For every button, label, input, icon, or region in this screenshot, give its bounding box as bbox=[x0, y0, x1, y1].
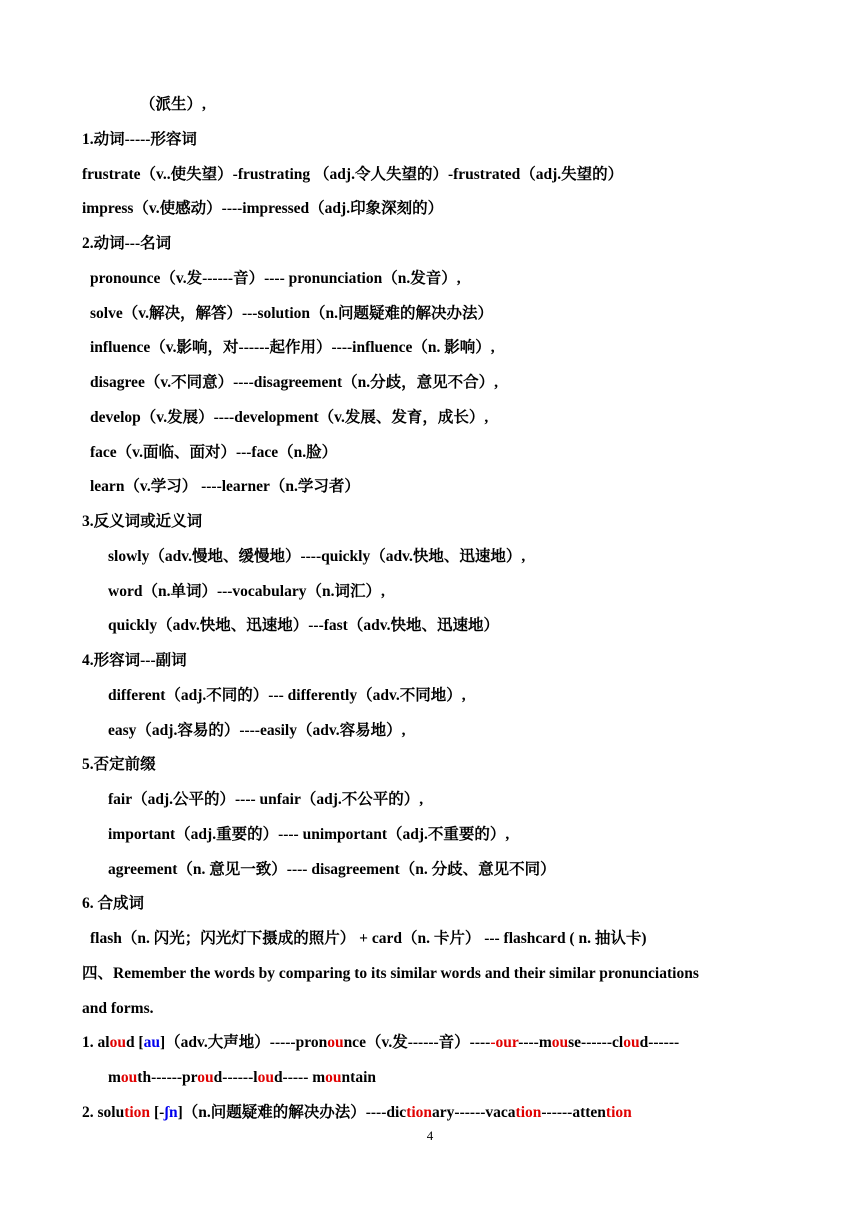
text-segment: agreement（n. 意见一致）---- disagreement（n. 分歧、意见不同） bbox=[108, 860, 556, 878]
text-segment: se------cl bbox=[568, 1034, 624, 1052]
highlighted-text: tion bbox=[124, 1103, 151, 1121]
text-segment: 4.形容词---副词 bbox=[82, 652, 187, 669]
text-segment: th------pr bbox=[137, 1069, 198, 1086]
text-line bbox=[0, 1030, 860, 1056]
highlighted-text: ou bbox=[109, 1034, 126, 1052]
highlighted-text: ʃn bbox=[164, 1103, 178, 1121]
text-segment: pronounce（v.发------音）---- pronunciation（n.发音）, bbox=[90, 269, 461, 287]
highlighted-text: ou bbox=[120, 1069, 138, 1086]
text-segment: important（adj.重要的）---- unimportant（adj.不重要的）, bbox=[108, 825, 510, 843]
text-segment: quickly（adv.快地、迅速地）---fast（adv.快地、迅速地） bbox=[108, 617, 499, 635]
text-segment: fair（adj.公平的）---- unfair（adj.不公平的）, bbox=[108, 791, 424, 808]
page-number: 4 bbox=[426, 1128, 434, 1143]
text-line bbox=[0, 579, 860, 605]
text-segment: ----m bbox=[518, 1034, 552, 1052]
highlighted-text: ou bbox=[551, 1034, 569, 1052]
text-segment: easy（adj.容易的）----easily（adv.容易地）, bbox=[108, 721, 406, 739]
text-segment: influence（v.影响，对------起作用）----influence（n. 影响）, bbox=[90, 339, 495, 357]
text-line bbox=[0, 440, 860, 466]
text-segment: solve（v.解决，解答）---solution（n.问题疑难的解决办法） bbox=[90, 304, 494, 322]
text-segment: 3.反义词或近义词 bbox=[82, 513, 203, 530]
highlighted-text: ou bbox=[257, 1069, 274, 1086]
text-line bbox=[0, 231, 860, 257]
text-line bbox=[0, 370, 860, 396]
text-line bbox=[0, 683, 860, 709]
text-segment: develop（v.发展）----development（v.发展、发育，成长）, bbox=[90, 408, 489, 426]
text-segment: m bbox=[108, 1069, 121, 1086]
text-line bbox=[0, 752, 860, 778]
highlighted-text: tion bbox=[605, 1103, 632, 1121]
text-line bbox=[0, 335, 860, 361]
text-segment: disagree（v.不同意）----disagreement（n.分歧，意见不合）, bbox=[90, 374, 498, 391]
text-segment: different（adj.不同的）--- differently（adv.不同地）, bbox=[108, 686, 466, 704]
text-segment: d----- m bbox=[273, 1069, 326, 1086]
text-segment: nce（v.发------音）---- bbox=[343, 1034, 491, 1052]
text-line bbox=[0, 891, 860, 917]
text-segment: word（n.单词）---vocabulary（n.词汇）, bbox=[108, 582, 385, 600]
text-segment: 1. al bbox=[82, 1034, 110, 1052]
text-segment: （派生）, bbox=[140, 96, 206, 113]
text-segment: frustrate（v..使失望）-frustrating （adj.令人失望的）-frustrated（adj.失望的） bbox=[82, 165, 624, 183]
text-line bbox=[0, 405, 860, 431]
text-line bbox=[0, 196, 860, 222]
text-line bbox=[0, 266, 860, 292]
highlighted-text: tion bbox=[406, 1103, 433, 1121]
text-segment: impress（v.使感动）----impressed（adj.印象深刻的） bbox=[82, 200, 444, 218]
text-segment: 5.否定前缀 bbox=[82, 756, 156, 774]
text-segment: ]（adv.大声地）-----pron bbox=[159, 1034, 328, 1052]
text-line bbox=[0, 787, 860, 813]
text-segment: ary------vaca bbox=[432, 1103, 516, 1121]
text-line bbox=[0, 1065, 860, 1091]
text-segment: 6. 合成词 bbox=[82, 895, 145, 913]
text-line bbox=[0, 613, 860, 639]
highlighted-text: ou bbox=[197, 1069, 214, 1086]
text-segment: ntain bbox=[341, 1069, 376, 1086]
text-segment: face（v.面临、面对）---face（n.脸） bbox=[90, 443, 338, 461]
text-segment: d [ bbox=[125, 1034, 144, 1052]
text-segment: slowly（adv.慢地、缓慢地）----quickly（adv.快地、迅速地）, bbox=[108, 547, 526, 565]
highlighted-text: ou bbox=[327, 1034, 344, 1052]
text-segment: 2. solu bbox=[82, 1103, 125, 1121]
text-line bbox=[0, 92, 860, 118]
highlighted-text: -our bbox=[490, 1034, 519, 1052]
text-line bbox=[0, 718, 860, 744]
text-line bbox=[0, 127, 860, 153]
text-segment: d------ bbox=[639, 1034, 680, 1052]
text-line bbox=[0, 926, 860, 952]
text-line bbox=[0, 961, 860, 987]
text-segment: 1.动词-----形容词 bbox=[82, 130, 197, 148]
text-line bbox=[0, 474, 860, 500]
text-line bbox=[0, 996, 860, 1022]
text-line bbox=[0, 509, 860, 535]
text-line bbox=[0, 822, 860, 848]
highlighted-text: au bbox=[143, 1034, 160, 1052]
text-segment: ]（n.问题疑难的解决办法）----dic bbox=[177, 1103, 407, 1121]
text-segment: d------l bbox=[213, 1069, 258, 1086]
highlighted-text: ou bbox=[623, 1034, 640, 1052]
text-line bbox=[0, 648, 860, 674]
highlighted-text: tion bbox=[515, 1103, 542, 1121]
text-line bbox=[0, 162, 860, 188]
text-segment: and forms. bbox=[82, 999, 154, 1017]
text-segment: [- bbox=[150, 1103, 165, 1121]
text-segment: flash（n. 闪光；闪光灯下摄成的照片） + card（n. 卡片） --- flashcard ( n. 抽认卡) bbox=[90, 930, 647, 947]
text-line bbox=[0, 301, 860, 327]
text-segment: 2.动词---名词 bbox=[82, 235, 172, 252]
text-line bbox=[0, 857, 860, 883]
text-segment: ------atten bbox=[541, 1103, 606, 1121]
highlighted-text: ou bbox=[325, 1069, 342, 1086]
text-line bbox=[0, 1100, 860, 1126]
text-segment: 四、Remember the words by comparing to its similar words and their similar pronunciations bbox=[82, 964, 699, 982]
text-line bbox=[0, 544, 860, 570]
text-segment: learn（v.学习） ----learner（n.学习者） bbox=[90, 478, 360, 496]
